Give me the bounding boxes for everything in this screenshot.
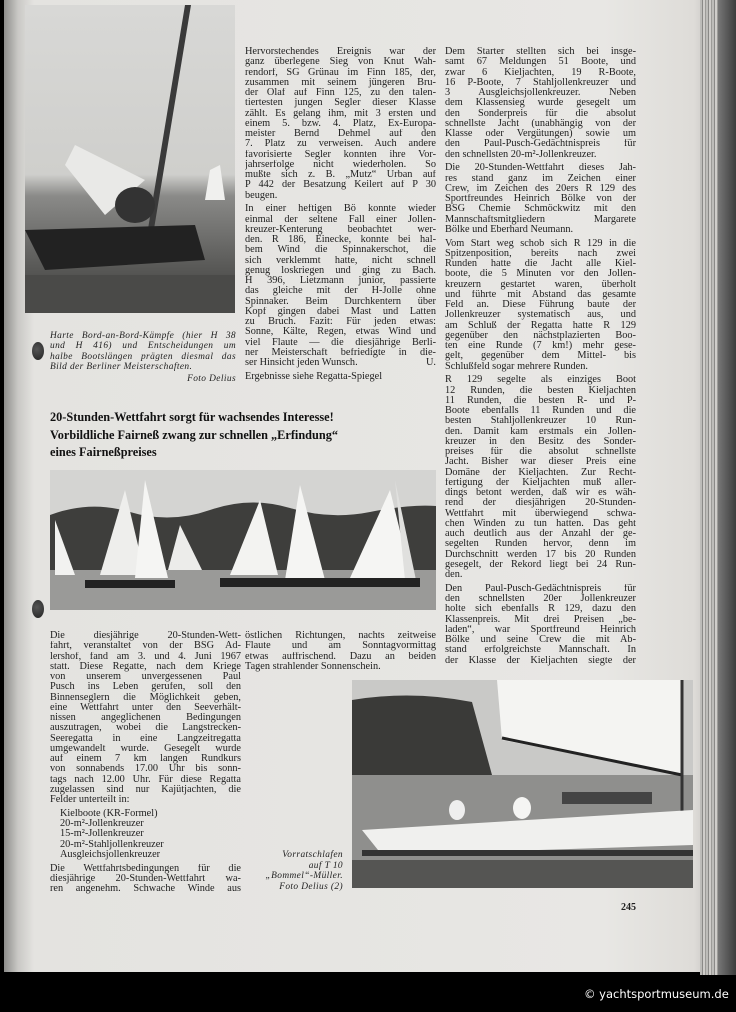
paragraph (245, 372, 436, 382)
text-line: In einer heftigen Bö konnte wieder (245, 204, 436, 215)
text-line: ner Meisterschaft befriedigte in die- (245, 347, 436, 358)
text-line: nissen angeglichenen Bedingungen (50, 713, 241, 723)
text-line: holte sich ebenfalls R 129, dazu den (445, 604, 636, 615)
caption-line: halbe Bootslängen prägten diesmal das (50, 351, 236, 362)
text-line: P 442 der Besatzung Keilert auf P 30 (245, 180, 436, 191)
text-line: ren angenehm. Schwache Winde aus (50, 884, 241, 894)
text-line: viel Flaute — die diesjährige Berli- (245, 337, 436, 348)
caption-line: Harte Bord-an-Bord-Kämpfe (hier H 38 (50, 331, 236, 341)
caption-line: auf T 10 (308, 860, 343, 871)
text-line: sich verklemmt hatte, nicht schnell (245, 255, 436, 266)
photo-crew-sleeping-on-yacht (352, 680, 693, 888)
text-line: BSG Chemie Schmöckwitz mit den (445, 204, 636, 215)
author-signature: U. (425, 358, 436, 368)
list-item: 20-m²-Stahljollenkreuzer (60, 839, 164, 850)
text-line: Pusch ins Leben gerufen, soll den (50, 682, 241, 693)
page-number: 245 (621, 902, 636, 913)
text-line: umgewandelt wurde. Gesegelt wurde (50, 743, 241, 754)
text-line: 11 Runden, die besten R- und P- (445, 395, 636, 406)
text-line: Crew, im Zeichen des 20ers R 129 des (445, 183, 636, 194)
text-line: Binnenseglern die Möglichkeit geben, (50, 692, 241, 703)
paragraph (445, 163, 636, 235)
text-line: segelten Runden hervor, denn im (445, 539, 636, 550)
text-line: R 129 segelte als einziges Boot (445, 375, 636, 386)
text-line: dings betont werden, daß wir es wäh- (445, 488, 636, 498)
text-line: bem Wind die Spinnakerschot, die (245, 245, 436, 256)
paragraph (245, 47, 436, 201)
text-line: von unserem unvergessenen Paul (50, 672, 241, 682)
photo-credit: Foto Delius (2) (279, 881, 343, 892)
text-line: auf einem 7 km langen Rundkurs (50, 754, 241, 764)
text-line: diesjährige 20-Stunden-Wettfahrt wa- (50, 873, 241, 884)
text-line: den schnellsten 20-m²-Jollenkreuzer. (445, 149, 597, 160)
text-line: 12 Runden, die besten Kieljachten (445, 385, 636, 396)
text-line: Klasse oder Vergütungen) sowie um (445, 129, 636, 139)
text-line: einem 5. bzw. 4. Platz, Ex-Europa- (245, 118, 436, 129)
text-line: res stand ganz im Zeichen einer (445, 173, 636, 184)
paragraph (445, 584, 636, 666)
text-line: ser Hinsicht jeden Wunsch. (245, 358, 358, 368)
text-line: Jacht. Bisher war dieser Preis eine (445, 457, 636, 468)
text-line: Boote ebenfalls 11 Runden und die (445, 406, 636, 416)
text-line: Hervorstechendes Ereignis war der (245, 47, 436, 57)
headline-line: Vorbildliche Fairneß zwang zur schnellen „Erfindung“ (50, 427, 338, 442)
text-line: tiertesten jungen Segler dieser Klasse (245, 98, 436, 109)
text-line: den. Damit kam erstmals ein Jollen- (445, 426, 636, 437)
text-line: das gleiche mit der H-Jolle ohne (245, 286, 436, 297)
text-line: den Paul-Pusch-Gedächtnispreis für (445, 139, 636, 150)
text-line: und führte mit Abstand das gesamte (445, 289, 636, 300)
text-line: Seeregatta in eine Langzeitregatta (50, 733, 241, 744)
text-line: schnellste Jacht (unabhängig von der (445, 118, 636, 129)
text-line: 3 Ausgleichsjollenkreuzer. Neben (445, 88, 636, 98)
text-line: zusammen mit seinem jüngeren Bru- (245, 77, 436, 88)
text-line: Mannschaftsmitgliedern Margarete (445, 214, 636, 225)
text-line: den schnellsten 20er Jollenkreuzer (445, 594, 636, 604)
text-line: ten eine Runde (7 km!) mehr gese- (445, 341, 636, 351)
caption-line: „Bommel“-Müller. (265, 871, 343, 882)
text-line: Ergebnisse siehe Regatta-Spiegel (245, 371, 383, 382)
text-line: kreuzern gestartet waren, überholt (445, 279, 636, 290)
text-line: zugelassen sind nur Kajütjachten, die (50, 784, 241, 795)
copyright-watermark: © yachtsportmuseum.de (584, 987, 729, 1001)
text-line: den. R 186, Einecke, konnte bei hal- (245, 235, 436, 245)
text-line: eine Wettfahrt unter den Seeverhält- (50, 702, 241, 713)
photo-dinghy-racing (25, 5, 235, 313)
text-line: Wettfahrt mit überwiegend schwa- (445, 508, 636, 519)
article-headline (50, 409, 338, 462)
text-line: Klassenpreis. Mit drei Preisen „be- (445, 614, 636, 625)
text-line: Die diesjährige 20-Stunden-Wett- (50, 631, 241, 641)
text-line: den Sonderpreis für die absolut (445, 108, 636, 119)
article-column-top-middle (245, 47, 436, 386)
list-item: Ausgleichsjollenkreuzer (60, 849, 161, 860)
caption-line: Bild der Berliner Meisterschaften. (50, 361, 193, 372)
text-line: der Olaf auf Finn 125, zu den talen- (245, 88, 436, 98)
text-line: fahrt, veranstaltet von der BSG Ad- (50, 641, 241, 652)
paragraph (445, 375, 636, 580)
text-line: preises für die absolut schnellste (445, 447, 636, 457)
text-line: Die 20-Stunden-Wettfahrt dieses Jah- (445, 163, 636, 174)
paragraph (445, 239, 636, 372)
photo-regatta-fleet (50, 470, 436, 610)
text-line: rend der diesjährigen 20-Stunden- (445, 498, 636, 509)
text-line: gegenüber den nächstplazierten Boo- (445, 330, 636, 341)
text-line: von sonnabends 17.00 Uhr bis sonn- (50, 764, 241, 775)
text-line: kreuzer in den Besitz des Sonder- (445, 436, 636, 447)
text-line: Spitzenposition, bereits nach zwei (445, 248, 636, 259)
paragraph (245, 204, 436, 368)
text-line: Dem Starter stellten sich bei insge- (445, 47, 636, 57)
caption-line: Vorratschlafen (282, 850, 343, 860)
text-line: Die Wettfahrtsbedingungen für die (50, 863, 241, 874)
text-line: der Klasse der Kieljachten siegte der (445, 655, 636, 666)
text-line: genug loskriegen und ging zu Bach. (245, 265, 436, 276)
list-item: Kielboote (KR-Formel) (60, 808, 158, 819)
caption-line: und H 416) und Entscheidungen um (50, 341, 236, 352)
text-line: Den Paul-Pusch-Gedächtnispreis für (445, 583, 636, 594)
text-line: ganz überlegene Sieg von Knut Wah- (245, 57, 436, 68)
text-line: laden“, war Sportfreund Heinrich (445, 624, 636, 635)
text-line: Kopf gingen dabei Mast und Latten (245, 306, 436, 317)
text-line: zu Bruch. Fazit: Für jeden etwas: (245, 317, 436, 327)
text-line: Jollenkreuzer systematisch aus, und (445, 310, 636, 321)
text-line (245, 358, 436, 368)
paragraph (445, 47, 636, 160)
article-column-right (445, 47, 636, 669)
text-line: H 396, Lietzmann junior, passierte (245, 276, 436, 286)
text-line: Schlußfeld sogar mehrere Runden. (445, 361, 588, 372)
text-line: Vom Start weg schob sich R 129 in die (445, 238, 636, 249)
text-line: rendorf, SG Grünau im Finn 185, der, (245, 67, 436, 78)
text-line: zwar 6 Kieljachten, 19 R-Boote, (445, 67, 636, 78)
text-line: Spinnaker. Beim Durchkentern über (245, 296, 436, 307)
class-list (50, 809, 241, 860)
article-column-bottom-left (50, 631, 241, 898)
text-line: auszutragen, wobei die Langstrecken- (50, 723, 241, 734)
text-line: östlichen Richtungen, nachts zeitweise (245, 631, 436, 641)
text-line: Runden hatte die Jacht alle Kiel- (445, 259, 636, 269)
text-line: samt 67 Meldungen 51 Boote, und (445, 57, 636, 68)
text-line: Bölke und seine Crew die mit Ab- (445, 635, 636, 645)
photo-caption-bottom-right (256, 850, 343, 892)
text-line: 7. Platz zu verweisen. Auch andere (245, 139, 436, 150)
text-line: Sportfreundes Heinrich Bölke von der (445, 194, 636, 204)
text-line: etwas auffrischend. Dazu an beiden (245, 651, 436, 662)
text-line: mußte sich z. B. „Mutz“ Urban auf (245, 170, 436, 180)
text-line: Flaute und am Sonntagvormittag (245, 641, 436, 652)
text-line: stand erfolgreichste Mannschaft. In (445, 645, 636, 656)
text-line: meister Bernd Dehmel auf den (245, 129, 436, 139)
paragraph (50, 631, 241, 805)
paragraph (245, 631, 436, 672)
photo-caption-top-left (50, 331, 236, 384)
text-line: besten Stahljollenkreuzer 10 Run- (445, 416, 636, 427)
text-line: dem Klassensieg wurde gesegelt um (445, 98, 636, 109)
text-line: gesegelt, der Rekord liegt bei 24 Run- (445, 559, 636, 570)
text-line: zählt. Es gelang ihm, mit 3 ersten und (245, 108, 436, 119)
text-line: beugen. (245, 190, 278, 201)
text-line: jahrserfolge nicht wiederholen. So (245, 159, 436, 170)
list-item: 15-m²-Jollenkreuzer (60, 829, 144, 840)
text-line: Bölke und Eberhard Neumann. (445, 224, 574, 235)
text-line: kreuzer-Kenterung beobachtet wer- (245, 224, 436, 235)
text-line: Feld an. Diese Führung baute der (445, 300, 636, 310)
text-line: Sonne, Kälte, Regen, etwas Wind und (245, 327, 436, 338)
text-line: Tagen strahlender Sonnenschein. (245, 661, 381, 672)
paragraph (50, 864, 241, 895)
text-line: Felder unterteilt in: (50, 795, 130, 805)
text-line: den. (445, 570, 463, 580)
text-line: boote, die 5 Minuten vor den Jollen- (445, 269, 636, 280)
article-column-bottom-middle (245, 631, 436, 676)
headline-line: 20-Stunden-Wettfahrt sorgt für wachsendes Interesse! (50, 410, 334, 424)
text-line: Domäne der Kieljachten. Zur Recht- (445, 467, 636, 478)
text-line: gelt, gegenüber dem Mittel- bis (445, 351, 636, 362)
punch-hole (32, 600, 44, 618)
list-item: 20-m²-Jollenkreuzer (60, 819, 144, 829)
photo-credit: Foto Delius (187, 374, 236, 384)
text-line: lershof, fand am 3. und 4. Juni 1967 (50, 651, 241, 662)
book-binding-shadow (718, 0, 736, 975)
text-line: statt. Diese Regatte, nach dem Kriege (50, 661, 241, 672)
text-line: am Schluß der Regatta hatte R 129 (445, 320, 636, 331)
text-line: 16 P-Boote, 7 Stahljollenkreuzer und (445, 77, 636, 88)
headline-line: eines Fairneßpreises (50, 445, 157, 459)
text-line: auch deutlich aus der Anzahl der ge- (445, 529, 636, 539)
text-line: favorisierte Segler konnten ihre Vor- (245, 149, 436, 160)
text-line: tags nach 12.00 Uhr. Für diese Regatta (50, 774, 241, 785)
text-line: chen Winden zu tun hatten. Das geht (445, 518, 636, 529)
text-line: fertigung der Kieljachten muß aller- (445, 477, 636, 488)
punch-hole (32, 342, 44, 360)
text-line: einmal der seltene Fall einer Jollen- (245, 214, 436, 225)
text-line: Durchschnitt werden 17 bis 20 Runden (445, 549, 636, 560)
